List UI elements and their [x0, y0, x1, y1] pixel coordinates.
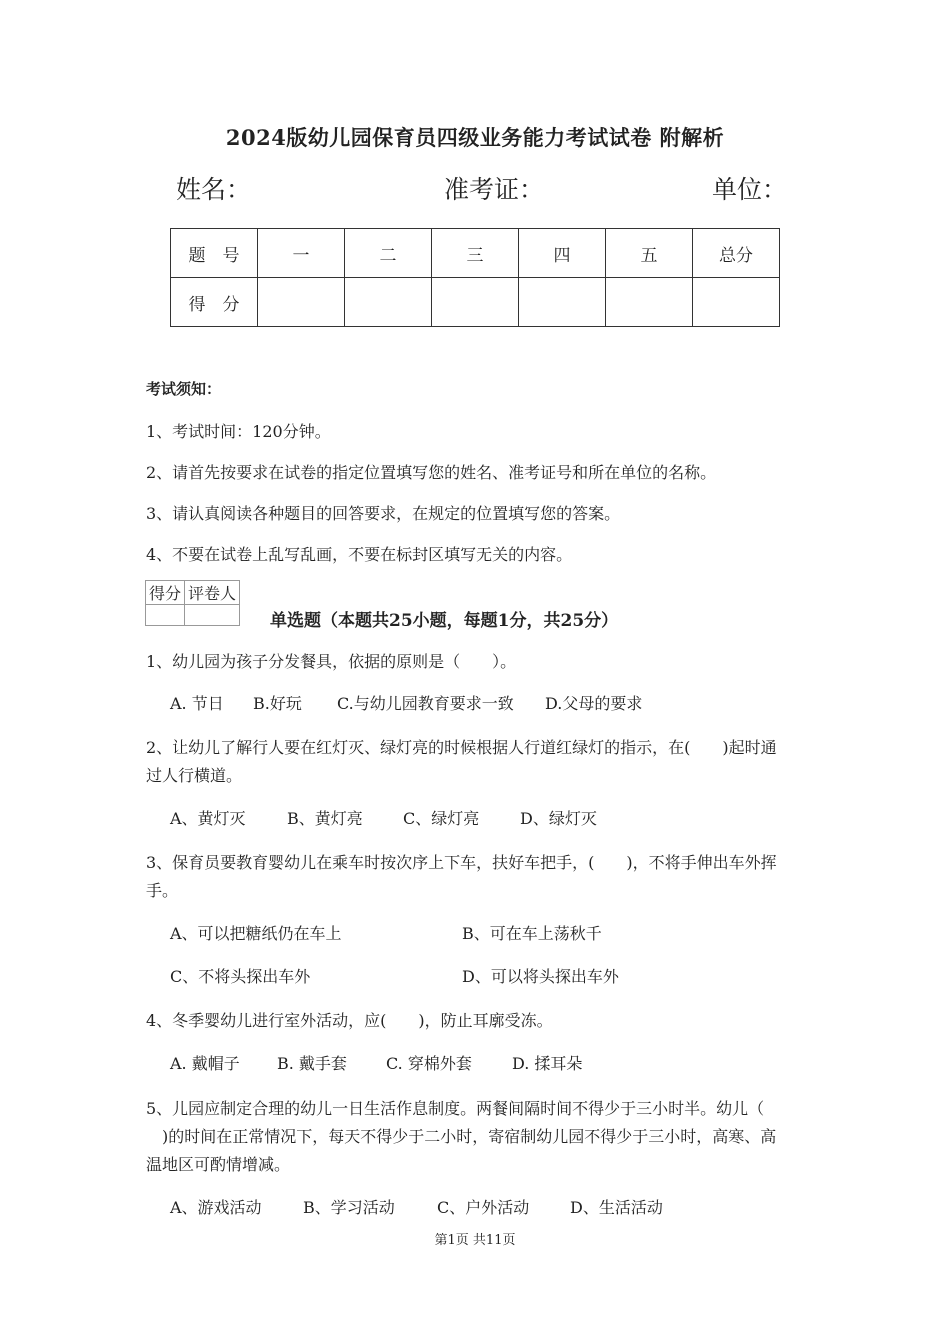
question-option: D、绿灯灭	[520, 809, 597, 828]
question-stem: 1、幼儿园为孩子分发餐具，依据的原则是（ ）。	[146, 652, 517, 671]
question-option: B.好玩	[253, 694, 302, 713]
exam-id-label: 准考证：	[444, 175, 545, 204]
question-option: C.与幼儿园教育要求一致	[337, 694, 514, 713]
question-stem: 过人行横道。	[146, 766, 243, 785]
grader-reviewer-label: 评卷人	[185, 581, 240, 605]
score-header-cell: 二	[345, 229, 432, 278]
score-header-cell: 五	[606, 229, 693, 278]
question-option: D、可以将头探出车外	[462, 967, 619, 986]
question-stem: )的时间在正常情况下，每天不得少于二小时，寄宿制幼儿园不得少于三小时，高寒、高	[146, 1127, 777, 1146]
question-option: A、游戏活动	[170, 1198, 262, 1217]
grader-reviewer-cell	[185, 605, 240, 626]
notice-item: 3、请认真阅读各种题目的回答要求，在规定的位置填写您的答案。	[146, 504, 621, 523]
score-header-cell: 题 号	[171, 229, 258, 278]
grader-score-cell	[146, 605, 185, 626]
question-stem: 4、冬季婴幼儿进行室外活动，应( )，防止耳廓受冻。	[146, 1011, 553, 1030]
grader-score-label: 得分	[146, 581, 185, 605]
question-stem: 2、让幼儿了解行人要在红灯灭、绿灯亮的时候根据人行道红绿灯的指示，在( )起时通	[146, 738, 777, 757]
question-stem: 5、儿园应制定合理的幼儿一日生活作息制度。两餐间隔时间不得少于三小时半。幼儿（	[146, 1099, 765, 1118]
question-option: B、学习活动	[303, 1198, 395, 1217]
score-input-cell	[606, 278, 693, 327]
question-stem: 3、保育员要教育婴幼儿在乘车时按次序上下车，扶好车把手，( )，不将手伸出车外挥	[146, 853, 777, 872]
question-option: B. 戴手套	[277, 1054, 347, 1073]
question-option: A. 节日	[170, 694, 224, 713]
score-input-cell	[345, 278, 432, 327]
question-option: D.父母的要求	[545, 694, 643, 713]
score-table-header-row	[171, 229, 780, 278]
score-header-cell: 四	[519, 229, 606, 278]
grader-box	[145, 580, 240, 626]
score-input-cell	[432, 278, 519, 327]
question-option: A. 戴帽子	[170, 1054, 240, 1073]
question-option: A、可以把糖纸仍在车上	[170, 924, 342, 943]
question-option: C、绿灯亮	[403, 809, 480, 828]
score-table-score-row	[171, 278, 780, 327]
score-input-cell	[693, 278, 780, 327]
question-option: C、不将头探出车外	[170, 967, 311, 986]
page-number: 第1页 共11页	[434, 1233, 516, 1248]
question-option: B、黄灯亮	[287, 809, 363, 828]
name-label: 姓名：	[176, 175, 252, 204]
score-table	[170, 228, 780, 327]
question-option: C、户外活动	[437, 1198, 530, 1217]
notice-heading: 考试须知：	[146, 380, 222, 398]
score-row-label: 得 分	[171, 278, 258, 327]
section-title: 单选题（本题共25小题，每题1分，共25分）	[270, 611, 619, 631]
page-title: 2024版幼儿园保育员四级业务能力考试试卷 附解析	[225, 125, 725, 150]
question-option: D、生活活动	[570, 1198, 663, 1217]
question-stem: 温地区可酌情增减。	[146, 1155, 291, 1174]
notice-item: 1、考试时间：120分钟。	[146, 422, 331, 441]
unit-label: 单位：	[712, 175, 788, 204]
score-input-cell	[258, 278, 345, 327]
notice-item: 2、请首先按要求在试卷的指定位置填写您的姓名、准考证号和所在单位的名称。	[146, 463, 717, 482]
question-option: B、可在车上荡秋千	[462, 924, 602, 943]
question-stem: 手。	[146, 881, 179, 900]
question-option: C. 穿棉外套	[386, 1054, 472, 1073]
score-header-cell: 总分	[693, 229, 780, 278]
question-option: D. 揉耳朵	[512, 1054, 583, 1073]
score-header-cell: 一	[258, 229, 345, 278]
score-input-cell	[519, 278, 606, 327]
notice-item: 4、不要在试卷上乱写乱画，不要在标封区填写无关的内容。	[146, 545, 573, 564]
score-header-cell: 三	[432, 229, 519, 278]
question-option: A、黄灯灭	[170, 809, 246, 828]
